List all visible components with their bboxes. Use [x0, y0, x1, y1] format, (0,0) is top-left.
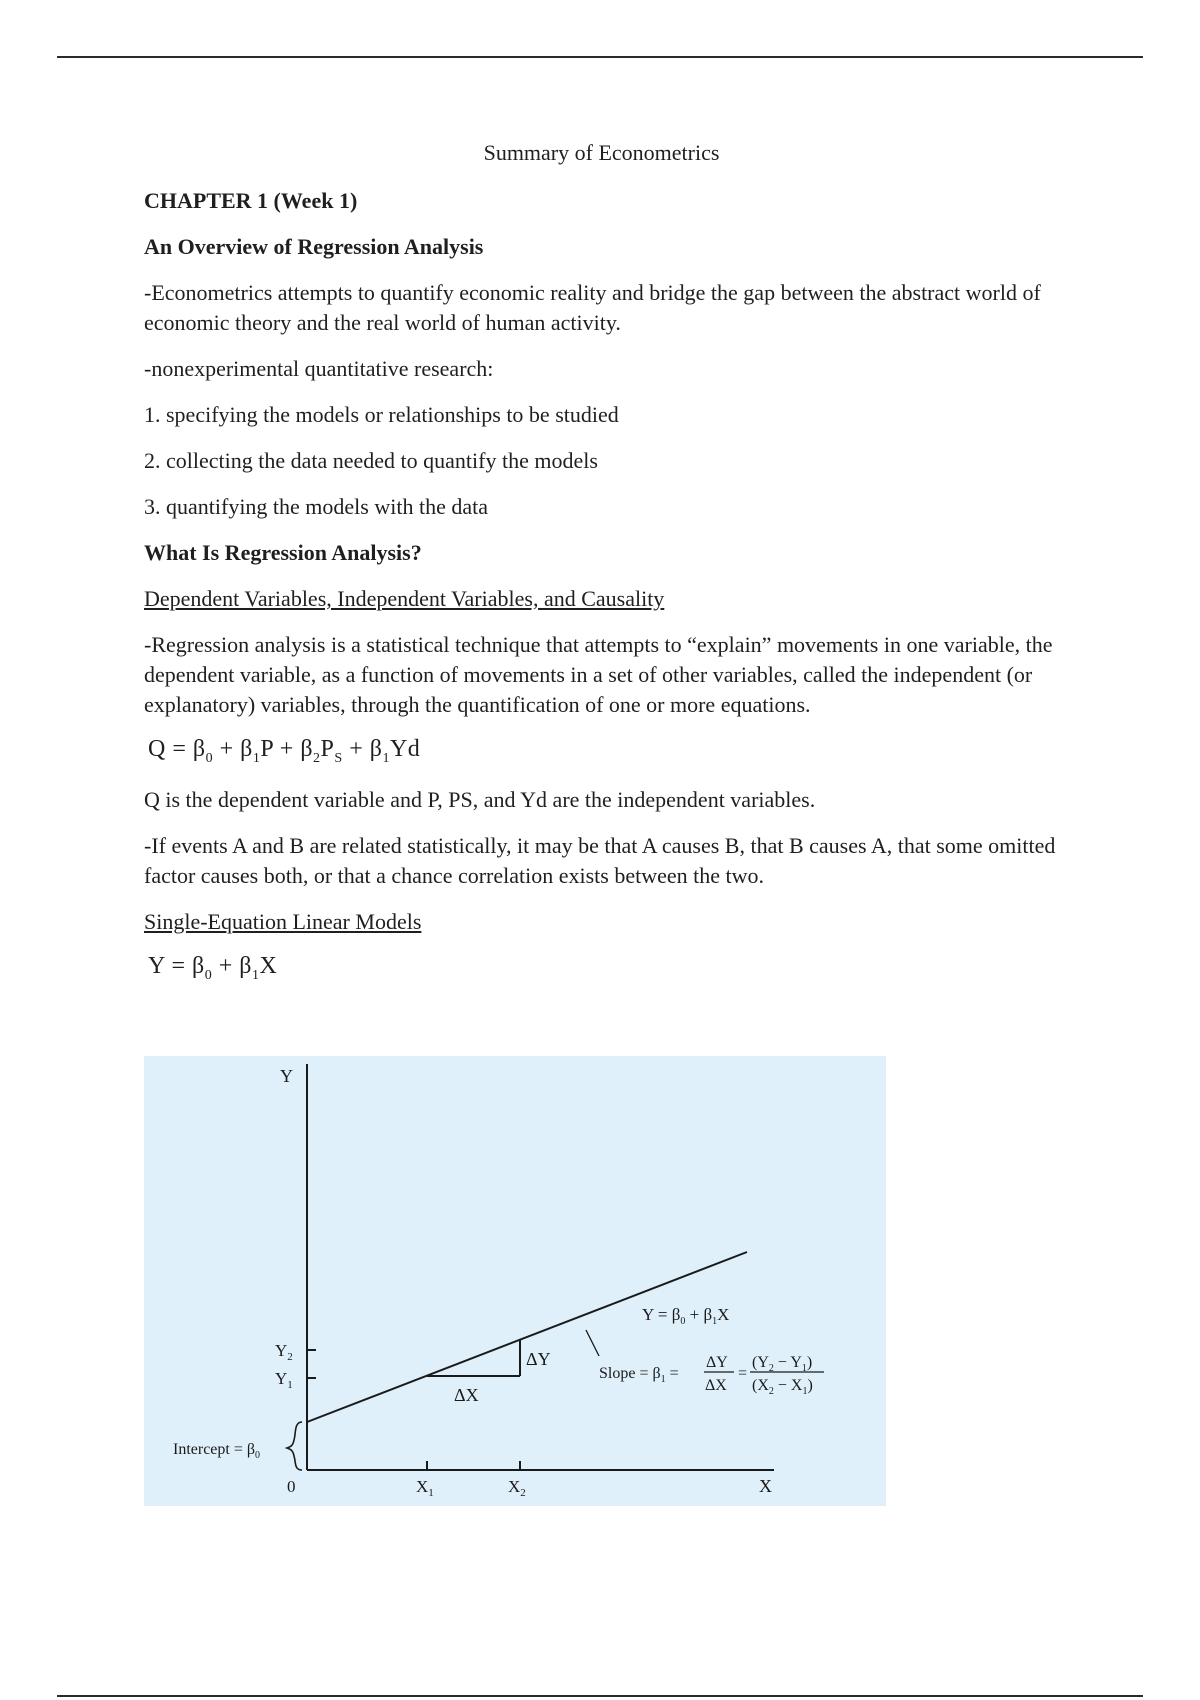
- regression-line: [307, 1252, 747, 1422]
- header-rule: [57, 56, 1143, 58]
- paragraph-nonexperimental: -nonexperimental quantitative research:: [144, 356, 494, 381]
- document-body: [144, 140, 1059, 1002]
- equation-demand: $Q = \beta_0 + \beta_1P + \beta_2P_S + \beta_1Yd$: [148, 736, 421, 766]
- list-item: 3. quantifying the models with the data: [144, 494, 488, 519]
- section-heading-what: What Is Regression Analysis?: [144, 540, 422, 565]
- svg-text:(Y2 − Y1): $(Y_2 - Y_1)$: [752, 1354, 813, 1374]
- delta-y-label: ΔY: [526, 1349, 551, 1369]
- line-equation-label: $Y = \beta_0 + \beta_1X$: [642, 1305, 730, 1327]
- equation-linear: $Y = \beta_0 + \beta_1X$: [148, 952, 278, 983]
- origin-label: 0: [287, 1477, 296, 1496]
- slope-label: Slope = $\beta_1$ =: [599, 1365, 679, 1385]
- y1-label: $Y_1$: [275, 1369, 293, 1391]
- paragraph-causality: -If events A and B are related statistically, it may be that A causes B, that B causes A, that some omitted factor causes both, or that a chance correlation exists between the two.: [144, 832, 1056, 888]
- svg-text:=: =: [738, 1365, 748, 1382]
- regression-diagram: [144, 1056, 886, 1506]
- x2-label: $X_2$: [508, 1477, 526, 1499]
- delta-x-label: ΔX: [454, 1385, 479, 1405]
- svg-text:ΔY: ΔY: [706, 1354, 728, 1371]
- intercept-brace: [287, 1422, 302, 1470]
- subsection-heading-single-equation: Single-Equation Linear Models: [144, 908, 422, 934]
- list-item: 2. collecting the data needed to quantify the models: [144, 448, 598, 473]
- svg-text:ΔX: ΔX: [705, 1377, 727, 1394]
- chapter-heading: CHAPTER 1 (Week 1): [144, 188, 358, 213]
- intercept-label: Intercept = $\beta_0$: [173, 1441, 261, 1461]
- paragraph-variables: Q is the dependent variable and P, PS, and Yd are the independent variables.: [144, 786, 816, 812]
- x-axis-label: X: [759, 1476, 772, 1496]
- page-title: Summary of Econometrics: [483, 140, 720, 165]
- slope-formula: [704, 1354, 824, 1397]
- paragraph-regression: -Regression analysis is a statistical technique that attempts to “explain” movements in one variable, the dependent variable, as a function of movements in a set of other variables, called the independent (or explanatory) variables, through the quantification of one or more equations.: [144, 632, 1053, 717]
- section-heading-overview: An Overview of Regression Analysis: [144, 234, 484, 259]
- svg-text:(X2 − X1): $(X_2 - X_1)$: [752, 1377, 813, 1397]
- list-item: 1. specifying the models or relationships to be studied: [144, 402, 619, 427]
- y-axis-label: Y: [280, 1066, 293, 1086]
- slope-pointer: [586, 1330, 599, 1356]
- subsection-heading-dependent: Dependent Variables, Independent Variables, and Causality: [144, 586, 665, 611]
- regression-line-figure: [144, 1056, 886, 1506]
- paragraph-intro: -Econometrics attempts to quantify economic reality and bridge the gap between the abstract world of economic theory and the real world of human activity.: [144, 280, 1041, 335]
- footer-rule: [57, 1695, 1143, 1697]
- x1-label: $X_1$: [416, 1477, 434, 1499]
- y2-label: $Y_2$: [275, 1341, 293, 1363]
